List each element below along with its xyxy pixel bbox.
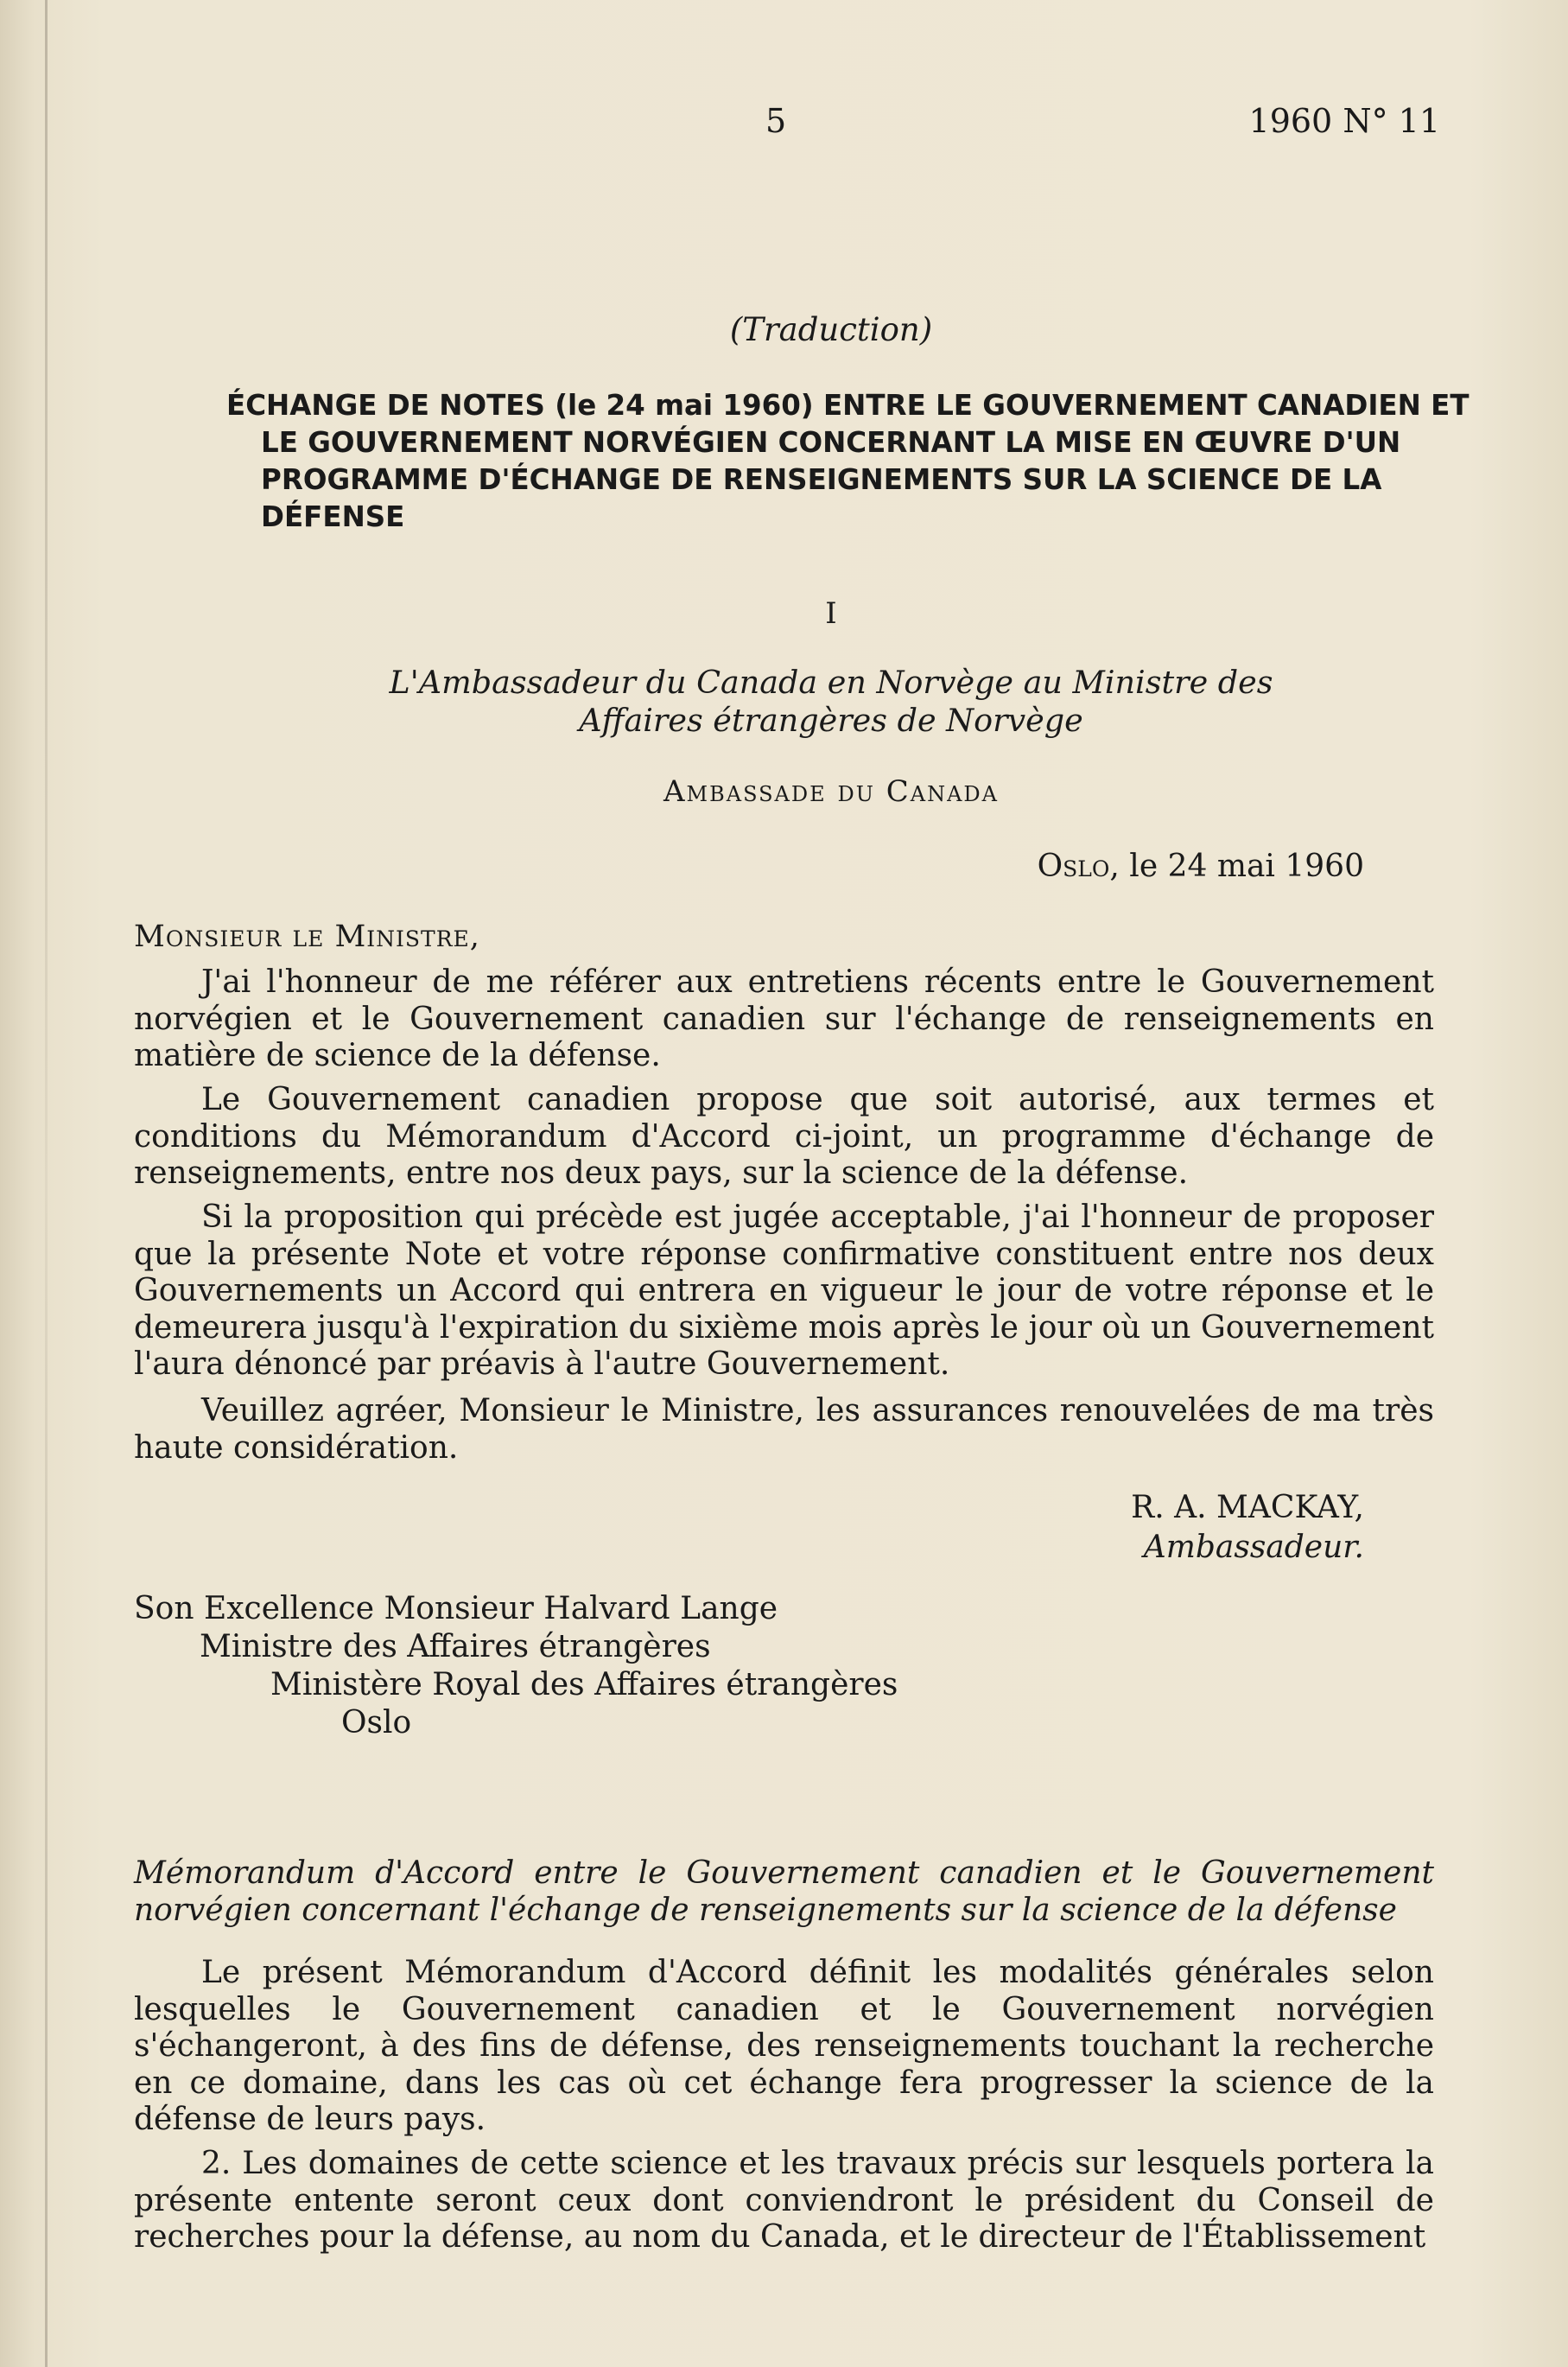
memorandum-paragraph: 2. Les domaines de cette science et les travaux précis sur lesquels portera la présente entente seront ceux dont conviendront le président du Conseil de recherches pour la défense, au nom du Canada, et le directeur de l'Établissement xyxy=(134,2146,1434,2255)
addressee-line-2: Affaires étrangères de Norvège xyxy=(579,702,1083,739)
letter-dateline xyxy=(1038,849,1364,884)
recipient-block xyxy=(134,1590,898,1742)
addressee-line-1: L'Ambassadeur du Canada en Norvège au Ministre des xyxy=(389,664,1273,701)
signer-name: R. A. MACKAY, xyxy=(1131,1490,1364,1525)
recipient-line: Son Excellence Monsieur Halvard Lange xyxy=(134,1591,778,1626)
page-binding-edge xyxy=(45,0,48,2367)
letter-closing: Veuillez agréer, Monsieur le Ministre, les assurances renouvelées de ma très haute considération. xyxy=(134,1393,1434,1466)
page-number: 5 xyxy=(765,102,787,140)
date-city: Oslo, xyxy=(1037,849,1120,884)
signer-role: Ambassadeur. xyxy=(1143,1530,1364,1565)
letter-paragraph: Le Gouvernement canadien propose que soit autorisé, aux termes et conditions du Mémorandum d'Accord ci-joint, un programme d'échange de renseignements, entre nos deux pays, sur la science de la défense. xyxy=(134,1082,1434,1191)
recipient-line: Ministre des Affaires étrangères xyxy=(200,1629,711,1664)
embassy-heading: Ambassade du Canada xyxy=(663,774,999,809)
recipient-line: Ministère Royal des Affaires étrangères xyxy=(270,1667,898,1702)
memorandum-paragraph: Le présent Mémorandum d'Accord définit les modalités générales selon lesquelles le Gouvernement canadien et le Gouvernement norvégien s'échangeront, à des fins de défense, des renseignements touchant la recherche en ce domaine, dans les cas où cet échange fera progresser la science de la défense de leurs pays. xyxy=(134,1955,1434,2137)
letter-paragraph: Si la proposition qui précède est jugée acceptable, j'ai l'honneur de proposer que la présente Note et votre réponse confirmative constituent entre nos deux Gouvernements un Accord qui entrera en vigueur le jour de votre réponse et le demeurera jusqu'à l'expiration du sixième mois après le jour où un Gouvernement l'aura dénoncé par préavis à l'autre Gouvernement. xyxy=(134,1199,1434,1382)
recipient-line: Oslo xyxy=(341,1705,412,1740)
treaty-reference: 1960 N° 11 xyxy=(1248,102,1440,140)
salutation: Monsieur le Ministre, xyxy=(134,919,480,954)
translation-note: (Traduction) xyxy=(729,311,933,348)
letter-paragraph: J'ai l'honneur de me référer aux entretiens récents entre le Gouvernement norvégien et le Gouvernement canadien sur l'échange de renseignements en matière de science de la défense. xyxy=(134,964,1434,1073)
letter-addressee xyxy=(226,664,1436,740)
document-title: ÉCHANGE DE NOTES (le 24 mai 1960) ENTRE LE GOUVERNEMENT CANADIEN ET LE GOUVERNEMENT NORVÉGIEN CONCERNANT LA MISE EN ŒUVRE D'UN PROGRAMME D'ÉCHANGE DE RENSEIGNEMENTS SUR LA SCIENCE DE LA DÉFENSE xyxy=(226,389,1470,533)
section-numeral: I xyxy=(825,596,837,631)
date-text: le 24 mai 1960 xyxy=(1119,849,1364,884)
signature-block xyxy=(1131,1488,1364,1568)
memorandum-title: Mémorandum d'Accord entre le Gouvernement canadien et le Gouvernement norvégien concernant l'échange de renseignements sur la science de la défense xyxy=(134,1855,1434,1928)
